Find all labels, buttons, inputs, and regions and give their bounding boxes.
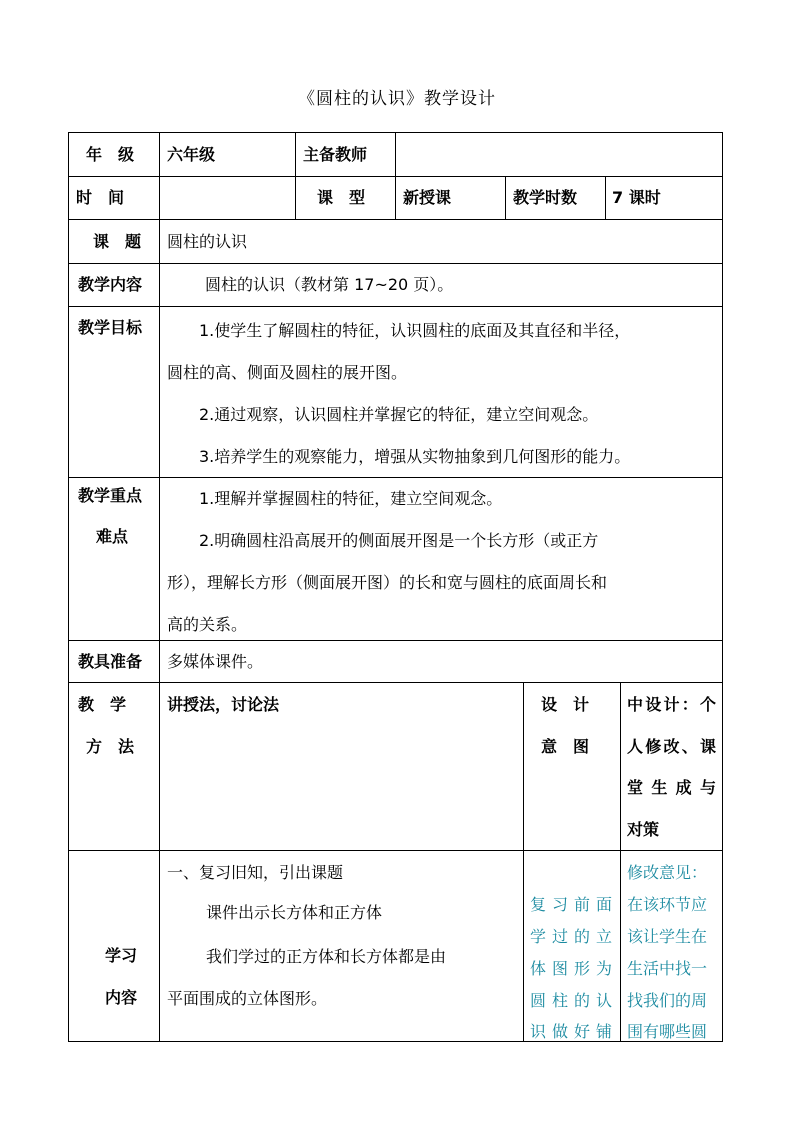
- intent-header: 设 计: [541, 695, 590, 714]
- comment-text-line: 围有哪些圆: [627, 1022, 708, 1041]
- table-rule: [620, 682, 621, 1042]
- study-line: 一、复习旧知，引出课题: [167, 863, 344, 882]
- tools-value: 多媒体课件。: [167, 652, 264, 671]
- topic-label: 课 题: [93, 232, 142, 251]
- comment-text-line: 找我们的周: [627, 991, 708, 1010]
- method-label-2: 方 法: [86, 737, 135, 756]
- content-value: 圆柱的认识（教材第 17~20 页）。: [205, 275, 454, 294]
- teacher-label: 主备教师: [303, 145, 368, 164]
- design-header-line: 中设计：个: [627, 695, 716, 714]
- table-rule: [68, 306, 723, 307]
- study-line: 我们学过的正方体和长方体都是由: [206, 947, 447, 966]
- method-label: 教 学: [78, 695, 127, 714]
- goals-label: 教学目标: [78, 318, 143, 337]
- table-rule: [395, 132, 396, 220]
- intent-text-line: 复习前面: [530, 895, 612, 914]
- table-rule: [68, 640, 723, 641]
- table-rule: [505, 176, 506, 220]
- intent-text-line: 圆柱的认: [530, 991, 612, 1010]
- topic-value: 圆柱的认识: [167, 232, 248, 251]
- tools-label: 教具准备: [78, 652, 143, 671]
- intent-text-line: 体图形为: [530, 959, 612, 978]
- table-rule: [605, 176, 606, 220]
- content-label: 教学内容: [78, 275, 143, 294]
- design-header-line: 堂生成与: [627, 778, 716, 797]
- table-rule: [68, 477, 723, 478]
- intent-text-line: 识做好铺: [530, 1022, 612, 1041]
- table-rule: [68, 1041, 723, 1042]
- table-rule: [68, 132, 69, 1042]
- lesson-type-label: 课 型: [317, 188, 366, 207]
- grade-value: 六年级: [167, 145, 216, 164]
- grade-label: 年 级: [86, 145, 135, 164]
- time-label: 时 间: [76, 188, 125, 207]
- class-hours-label: 教学时数: [513, 188, 578, 207]
- key-point-line: 2.明确圆柱沿高展开的侧面展开图是一个长方形（或正方: [199, 531, 599, 550]
- study-label: 学习: [105, 946, 138, 965]
- design-header-line: 对策: [627, 820, 660, 839]
- key-points-label-2: 难点: [96, 527, 129, 546]
- key-point-line: 高的关系。: [167, 615, 248, 634]
- table-rule: [68, 263, 723, 264]
- document-title: 《圆柱的认识》教学设计: [298, 89, 496, 109]
- study-line: 课件出示长方体和正方体: [206, 903, 383, 922]
- comment-text-line: 生活中找一: [627, 959, 708, 978]
- comment-text-line: 修改意见：: [627, 863, 708, 882]
- class-hours-value: 7 课时: [612, 188, 661, 207]
- goal-line: 圆柱的高、侧面及圆柱的展开图。: [167, 363, 408, 382]
- study-label-2: 内容: [105, 988, 138, 1007]
- intent-text-line: 学过的立: [530, 927, 612, 946]
- goal-line: 3.培养学生的观察能力，增强从实物抽象到几何图形的能力。: [199, 447, 631, 466]
- table-rule: [295, 132, 296, 220]
- comment-text-line: 该让学生在: [627, 927, 708, 946]
- lesson-type-value: 新授课: [403, 188, 452, 207]
- key-point-line: 1.理解并掌握圆柱的特征，建立空间观念。: [199, 489, 503, 508]
- key-points-label: 教学重点: [78, 486, 143, 505]
- goal-line: 2.通过观察，认识圆柱并掌握它的特征，建立空间观念。: [199, 405, 599, 424]
- key-point-line: 形），理解长方形（侧面展开图）的长和宽与圆柱的底面周长和: [167, 573, 608, 592]
- comment-text-line: 在该环节应: [627, 895, 708, 914]
- study-line: 平面围成的立体图形。: [167, 989, 328, 1008]
- goal-line: 1.使学生了解圆柱的特征，认识圆柱的底面及其直径和半径，: [199, 321, 631, 340]
- table-rule: [68, 850, 723, 851]
- table-rule: [523, 682, 524, 1042]
- table-rule: [159, 132, 160, 1042]
- method-value: 讲授法，讨论法: [167, 695, 280, 714]
- table-rule: [722, 132, 723, 1042]
- table-rule: [68, 682, 723, 683]
- intent-header-2: 意 图: [541, 737, 590, 756]
- design-header-line: 人修改、课: [627, 737, 716, 756]
